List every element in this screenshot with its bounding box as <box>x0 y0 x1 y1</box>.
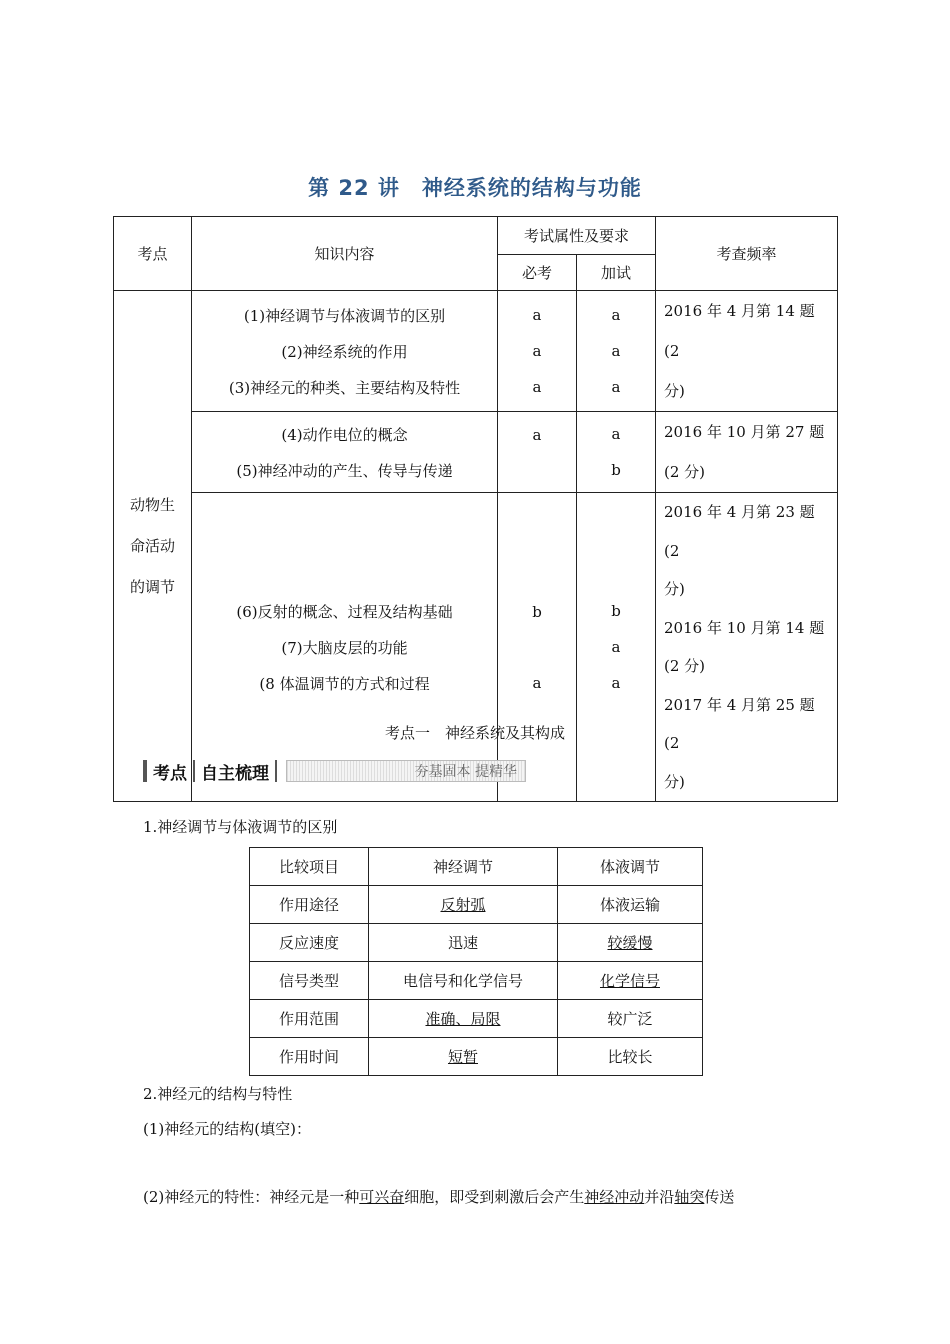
item-1-heading: 1.神经调节与体液调节的区别 <box>143 818 338 836</box>
extra-level: a <box>611 674 621 692</box>
required-level: a <box>532 306 542 324</box>
required-level: a <box>532 673 542 692</box>
neural-value <box>369 886 558 924</box>
answer-blank: 可兴奋 <box>359 1188 405 1206</box>
table-row <box>250 1000 703 1038</box>
content-cell <box>192 412 498 493</box>
header-freq: 考查频率 <box>656 217 838 291</box>
neural-value <box>369 1038 558 1076</box>
content-item: (1)神经调节与体液调节的区别 <box>243 306 446 325</box>
extra-level: a <box>611 378 621 396</box>
compare-header: 体液调节 <box>558 848 703 886</box>
content-item: (7)大脑皮层的功能 <box>281 638 408 657</box>
extra-cell <box>577 412 656 493</box>
compare-item: 信号类型 <box>250 962 369 1000</box>
required-cell <box>498 412 577 493</box>
humoral-value: 较广泛 <box>558 1000 703 1038</box>
answer-blank: 化学信号 <box>599 972 660 990</box>
header-content: 知识内容 <box>192 217 498 291</box>
freq-line: (2 分) <box>664 657 706 675</box>
content-item: (2)神经系统的作用 <box>281 342 408 361</box>
required-level: b <box>532 602 542 621</box>
required-level <box>498 463 576 478</box>
banner-label-review: 自主梳理 <box>201 763 269 784</box>
extra-level: b <box>611 602 621 620</box>
freq-line: 分) <box>664 772 685 791</box>
text-run: 并沿 <box>644 1188 675 1206</box>
header-point: 考点 <box>114 217 192 291</box>
banner-separator <box>275 760 277 782</box>
answer-blank: 短暂 <box>447 1048 478 1066</box>
compare-item: 作用时间 <box>250 1038 369 1076</box>
freq-cell <box>656 412 838 493</box>
answer-blank: 神经冲动 <box>584 1188 645 1206</box>
required-cell <box>498 493 577 802</box>
content-item: (6)反射的概念、过程及结构基础 <box>236 602 453 621</box>
content-item: (5)神经冲动的产生、传导与传递 <box>236 461 453 480</box>
required-cell <box>498 291 577 412</box>
humoral-value: 体液运输 <box>558 886 703 924</box>
freq-cell <box>656 493 838 802</box>
page-title: 第 22 讲 神经系统的结构与功能 <box>308 176 642 200</box>
neural-value: 电信号和化学信号 <box>369 962 558 1000</box>
extra-level: a <box>611 342 621 360</box>
extra-level: a <box>611 306 621 324</box>
point-line: 的调节 <box>129 577 175 596</box>
item-2-heading: 2.神经元的结构与特性 <box>143 1085 293 1103</box>
section-title: 考点一 神经系统及其构成 <box>384 724 565 742</box>
required-level <box>498 640 576 655</box>
content-cell <box>192 493 498 802</box>
text-run: 传送 <box>704 1188 735 1206</box>
extra-cell <box>577 291 656 412</box>
neural-value: 迅速 <box>369 924 558 962</box>
banner-bar <box>143 760 147 782</box>
banner-slogan: 夯基固本 提精华 <box>286 760 526 782</box>
point-line: 动物生 <box>129 495 175 514</box>
banner-label-point: 考点 <box>153 763 187 784</box>
humoral-value: 比较长 <box>558 1038 703 1076</box>
freq-line: 分) <box>664 382 685 400</box>
answer-blank: 较缓慢 <box>607 934 653 952</box>
freq-line: 2017 年 4 月第 25 题(2 <box>664 695 815 752</box>
freq-line: 2016 年 4 月第 23 题(2 <box>664 503 815 560</box>
extra-cell <box>577 493 656 802</box>
answer-blank: 轴突 <box>674 1188 705 1206</box>
table-row <box>250 886 703 924</box>
item-2-1-text: (1)神经元的结构(填空)： <box>143 1120 311 1138</box>
header-required: 必考 <box>498 255 577 291</box>
compare-item: 反应速度 <box>250 924 369 962</box>
neural-value <box>369 1000 558 1038</box>
answer-blank: 反射弧 <box>440 896 486 914</box>
item-2-2-text <box>143 1186 734 1207</box>
text-run: 细胞，即受到刺激后会产生 <box>404 1188 585 1206</box>
required-level: a <box>532 342 542 360</box>
banner-separator <box>193 760 195 782</box>
freq-line: 分) <box>664 580 685 598</box>
header-extra: 加试 <box>577 255 656 291</box>
comparison-table <box>249 847 703 1076</box>
humoral-value <box>558 924 703 962</box>
compare-item: 作用途径 <box>250 886 369 924</box>
extra-level: a <box>611 638 621 656</box>
point-line: 命活动 <box>129 536 175 555</box>
text-run: (2)神经元的特性：神经元是一种 <box>143 1188 360 1206</box>
table-row <box>250 1038 703 1076</box>
required-level: a <box>532 425 542 444</box>
content-item: (8 体温调节的方式和过程 <box>259 674 430 693</box>
extra-level: a <box>611 425 621 443</box>
freq-line: (2 分) <box>664 463 706 481</box>
header-attr: 考试属性及要求 <box>498 217 656 255</box>
section-banner <box>143 758 526 784</box>
content-item: (4)动作电位的概念 <box>281 425 408 444</box>
content-item: (3)神经元的种类、主要结构及特性 <box>228 378 461 397</box>
compare-header: 比较项目 <box>250 848 369 886</box>
compare-header: 神经调节 <box>369 848 558 886</box>
freq-line: 2016 年 10 月第 14 题 <box>664 618 825 637</box>
extra-level: b <box>611 461 621 479</box>
table-row <box>250 962 703 1000</box>
content-cell <box>192 291 498 412</box>
humoral-value <box>558 962 703 1000</box>
freq-line: 2016 年 4 月第 14 题(2 <box>664 302 815 360</box>
exam-requirements-table <box>113 216 838 802</box>
table-row <box>250 924 703 962</box>
freq-line: 2016 年 10 月第 27 题 <box>664 423 825 441</box>
freq-cell <box>656 291 838 412</box>
compare-item: 作用范围 <box>250 1000 369 1038</box>
answer-blank: 准确、局限 <box>425 1010 501 1028</box>
required-level: a <box>532 378 542 396</box>
